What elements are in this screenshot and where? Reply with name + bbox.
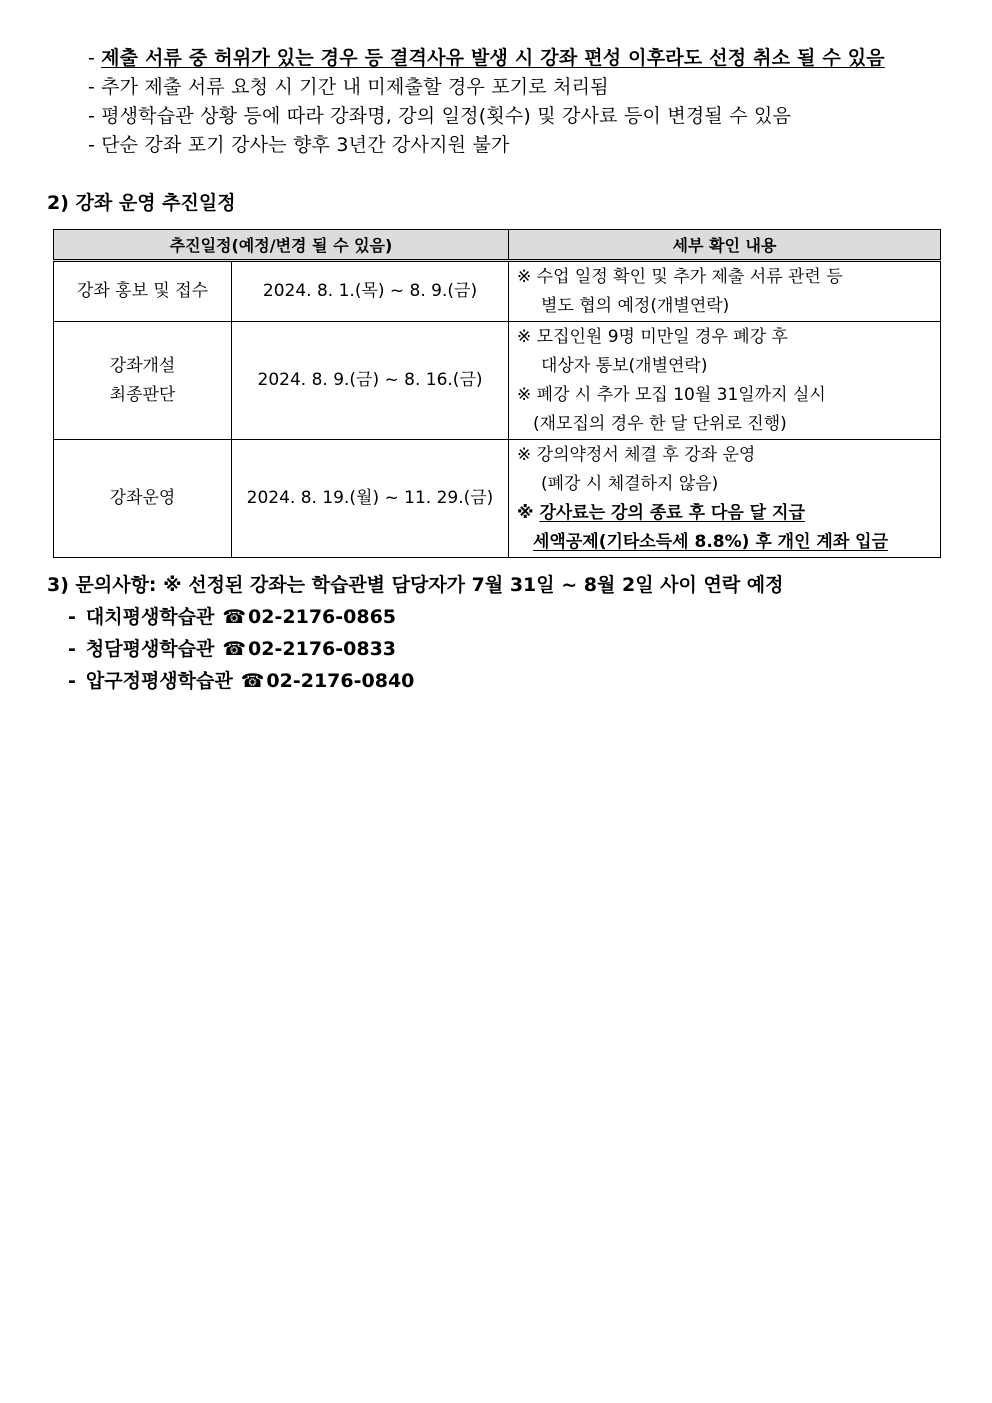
detail-line xyxy=(517,499,934,528)
period-cell: 2024. 8. 1.(목) ~ 8. 9.(금) xyxy=(232,261,509,322)
schedule-table xyxy=(53,229,941,558)
contact-dash: - xyxy=(68,670,76,692)
detail-line xyxy=(517,528,934,557)
note-item xyxy=(88,131,948,160)
header-detail: 세부 확인 내용 xyxy=(509,230,941,261)
stage-label: 강좌개설 xyxy=(109,355,176,376)
detail-line: (재모집의 경우 한 달 단위로 진행) xyxy=(533,414,787,434)
note-item xyxy=(88,44,948,73)
note-text: 평생학습관 상황 등에 따라 강좌명, 강의 일정(횟수) 및 강사료 등이 변경될 수 있음 xyxy=(101,105,792,127)
stage-cell xyxy=(54,440,232,558)
contact-name: 압구정평생학습관 xyxy=(85,670,233,692)
contact-phone: 02-2176-0840 xyxy=(266,670,415,692)
note-dash: - xyxy=(88,105,96,127)
detail-line: ※ 수업 일정 확인 및 추가 제출 서류 관련 등 xyxy=(517,267,843,287)
section-title-inquiry: 3) 문의사항: ※ 선정된 강좌는 학습관별 담당자가 7월 31일 ~ 8월 2일 사이 연락 예정 xyxy=(47,574,784,596)
table-row xyxy=(54,322,941,440)
contact-item xyxy=(68,665,414,697)
note-text: 단순 강좌 포기 강사는 향후 3년간 강사지원 불가 xyxy=(101,134,510,156)
detail-emphasis: 강사료는 강의 종료 후 다음 달 지급 xyxy=(539,503,805,523)
detail-cell xyxy=(509,261,941,322)
header-schedule: 추진일정(예정/변경 될 수 있음) xyxy=(54,230,509,261)
note-item xyxy=(88,102,948,131)
table-row xyxy=(54,440,941,558)
phone-icon: ☎ xyxy=(240,670,265,692)
contact-list xyxy=(68,601,414,697)
period-cell: 2024. 8. 19.(월) ~ 11. 29.(금) xyxy=(232,440,509,558)
contact-name: 대치평생학습관 xyxy=(85,606,215,628)
note-text: 제출 서류 중 허위가 있는 경우 등 결격사유 발생 시 강좌 편성 이후라도 선정 취소 될 수 있음 xyxy=(101,47,885,69)
detail-line: ※ 모집인원 9명 미만일 경우 폐강 후 xyxy=(517,327,788,347)
notes-list xyxy=(88,44,948,160)
note-dash: - xyxy=(88,47,96,69)
contact-name: 청담평생학습관 xyxy=(85,638,215,660)
detail-line: 별도 협의 예정(개별연락) xyxy=(541,296,730,316)
detail-emphasis: 세액공제(기타소득세 8.8%) 후 개인 계좌 입금 xyxy=(533,532,889,552)
phone-icon: ☎ xyxy=(222,638,247,660)
table-header-row xyxy=(54,230,941,261)
detail-line: ※ 폐강 시 추가 모집 10월 31일까지 실시 xyxy=(517,385,826,405)
contact-dash: - xyxy=(68,606,76,628)
note-dash: - xyxy=(88,134,96,156)
contact-phone: 02-2176-0833 xyxy=(248,638,397,660)
section-title-schedule: 2) 강좌 운영 추진일정 xyxy=(47,192,236,214)
contact-phone: 02-2176-0865 xyxy=(248,606,397,628)
note-text: 추가 제출 서류 요청 시 기간 내 미제출할 경우 포기로 처리됨 xyxy=(101,76,609,98)
stage-label: 최종판단 xyxy=(109,384,176,405)
phone-icon: ☎ xyxy=(222,606,247,628)
detail-line: 대상자 통보(개별연락) xyxy=(541,356,708,376)
detail-line: (폐강 시 체결하지 않음) xyxy=(541,474,719,494)
table-row xyxy=(54,261,941,322)
contact-dash: - xyxy=(68,638,76,660)
stage-label: 강좌 홍보 및 접수 xyxy=(76,281,209,301)
note-dash: - xyxy=(88,76,96,98)
period-cell: 2024. 8. 9.(금) ~ 8. 16.(금) xyxy=(232,322,509,440)
note-item xyxy=(88,73,948,102)
stage-cell xyxy=(54,322,232,440)
detail-cell xyxy=(509,440,941,558)
reference-mark: ※ xyxy=(517,503,534,523)
detail-cell xyxy=(509,322,941,440)
contact-item xyxy=(68,601,414,633)
detail-line: ※ 강의약정서 체결 후 강좌 운영 xyxy=(517,445,756,465)
contact-item xyxy=(68,633,414,665)
stage-cell xyxy=(54,261,232,322)
stage-label: 강좌운영 xyxy=(109,488,176,508)
